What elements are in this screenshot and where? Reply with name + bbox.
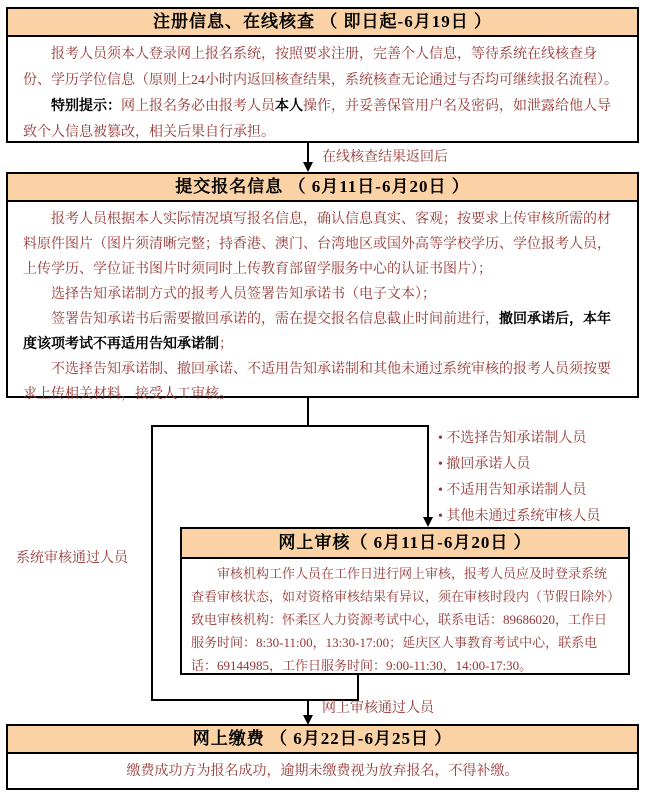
review-box	[180, 527, 630, 675]
body-paragraph: 不选择告知承诺制、撤回承诺、不适用告知承诺制和其他未通过系统审核的报考人员须按要求上传相关材料，接受人工审核。	[23, 362, 611, 402]
payment-box-title: 网上缴费 （ 6月22日-6月25日 ）	[8, 726, 637, 754]
branch-bullet-item: • 不适用告知承诺制人员	[438, 483, 587, 498]
body-paragraph: 签署告知承诺书后需要撤回承诺的，需在提交报名信息截止时间前进行，撤回承诺后，本年度该项考试不再适用告知承诺制；	[23, 312, 611, 352]
branch-bullet-item: • 撤回承诺人员	[438, 457, 531, 472]
review-passed-label: 网上审核通过人员	[322, 701, 434, 716]
branch-bullet-item: • 不选择告知承诺制人员	[438, 431, 587, 446]
submit-box-title: 提交报名信息 （ 6月11日-6月20日 ）	[8, 174, 637, 202]
body-paragraph: 特别提示：网上报名务必由报考人员本人操作，并妥善保管用户名及密码，如泄露给他人导致个人信息被篡改，相关后果自行承担。	[23, 99, 611, 140]
body-paragraph: 报考人员根据本人实际情况填写报名信息，确认信息真实、客观；按要求上传审核所需的材料原件图片（图片须清晰完整；持香港、澳门、台湾地区或国外高等学校学历、学位报考人员，上传学历、学位证书图片时须同时上传教育部留学服务中心的认证书图片）；	[23, 212, 611, 277]
arrowhead-to-review	[423, 517, 433, 527]
submit-box-body	[8, 202, 637, 407]
connector-left-branch	[151, 425, 153, 701]
branch-bullet-list	[438, 426, 600, 530]
arrowhead-register-to-submit	[303, 162, 313, 172]
register-box-body	[8, 37, 637, 146]
body-paragraph: 审核机构工作人员在工作日进行网上审核，报考人员应及时登录系统查看审核状态，如对资格审核结果有异议，须在审核时段内（节假日除外）致电审核机构：怀柔区人力资源考试中心，联系电话：89686020，工作日服务时间：8:30-11:00，13:30-17:00；延庆区人事教育考试中心，联系电话：69144985，工作日服务时间：9:00-11:30，14:00-17:30。	[191, 566, 614, 673]
review-box-title: 网上审核（ 6月11日-6月20日 ）	[182, 529, 628, 559]
connector-register-to-submit	[307, 143, 309, 164]
after-online-check-label: 在线核查结果返回后	[322, 150, 448, 165]
register-box	[6, 7, 639, 143]
branch-bullet-item: • 其他未通过系统审核人员	[438, 509, 601, 524]
body-paragraph: 选择告知承诺制方式的报考人员签署告知承诺书（电子文本）；	[51, 287, 436, 302]
review-box-body	[182, 559, 628, 677]
connector-submit-down	[307, 398, 309, 427]
payment-box-body: 缴费成功方为报名成功，逾期未缴费视为放弃报名，不得补缴。	[126, 764, 519, 779]
payment-box	[6, 724, 639, 790]
connector-split-horizontal	[151, 425, 429, 427]
body-paragraph: 报考人员须本人登录网上报名系统，按照要求注册，完善个人信息，等待系统在线核查身份、学历学位信息（原则上24小时内返回核查结果，系统核查无论通过与否均可继续报名流程）。	[23, 47, 618, 88]
connector-right-branch	[427, 425, 429, 519]
submit-box	[6, 172, 639, 402]
system-passed-label: 系统审核通过人员	[16, 551, 128, 566]
register-box-title: 注册信息、在线核查 （ 即日起-6月19日 ）	[8, 9, 637, 37]
